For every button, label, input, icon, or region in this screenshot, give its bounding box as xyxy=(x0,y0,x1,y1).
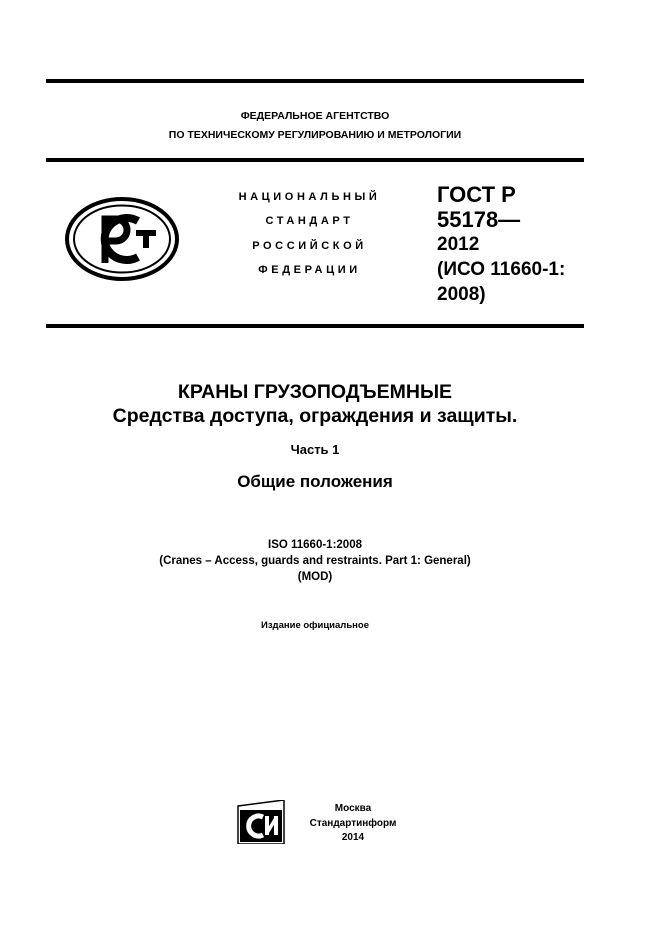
designation-line-2: 55178— xyxy=(437,207,521,232)
iso-code: ISO 11660-1:2008 xyxy=(268,539,362,551)
edition-label: Издание официальное xyxy=(261,620,369,631)
publisher-year: 2014 xyxy=(341,832,365,843)
designation-line-5: 2008) xyxy=(437,284,486,305)
agency-line-1: ФЕДЕРАЛЬНОЕ АГЕНТСТВО xyxy=(240,110,390,122)
title-part: Часть 1 xyxy=(290,442,340,457)
iso-title: (Cranes – Access, guards and restraints. Part 1: General) xyxy=(159,555,471,567)
document-title xyxy=(46,380,584,492)
publisher-city: Москва xyxy=(334,803,372,814)
title-rule xyxy=(46,324,584,328)
publisher-name: Стандартинформ xyxy=(309,817,397,829)
header-rule xyxy=(46,158,584,162)
standard-designation xyxy=(437,182,565,307)
designation-line-3: 2012 xyxy=(437,234,480,255)
designation-line-4: (ИСО 11660-1: xyxy=(437,259,566,280)
standartinform-logo-icon xyxy=(236,800,286,844)
standard-type-line-2: СТАНДАРТ xyxy=(265,215,354,228)
rst-certification-mark-icon xyxy=(64,197,180,281)
title-part-name: Общие положения xyxy=(237,472,393,491)
iso-reference xyxy=(46,537,584,585)
designation-line-1: ГОСТ Р xyxy=(437,182,516,207)
title-subtitle: Средства доступа, ограждения и защиты. xyxy=(112,405,518,427)
publisher-info xyxy=(298,802,408,846)
top-rule xyxy=(46,79,584,83)
iso-modification: (MOD) xyxy=(297,571,333,583)
standard-type-line-4: ФЕДЕРАЦИИ xyxy=(258,263,361,276)
agency-header xyxy=(46,107,584,145)
standard-type-line-1: НАЦИОНАЛЬНЫЙ xyxy=(238,191,381,203)
standard-type-line-3: РОССИЙСКОЙ xyxy=(252,239,367,252)
standard-type xyxy=(212,185,407,282)
title-main: КРАНЫ ГРУЗОПОДЪЕМНЫЕ xyxy=(177,381,453,403)
agency-line-2: ПО ТЕХНИЧЕСКОМУ РЕГУЛИРОВАНИЮ И МЕТРОЛОГИИ xyxy=(168,129,462,141)
